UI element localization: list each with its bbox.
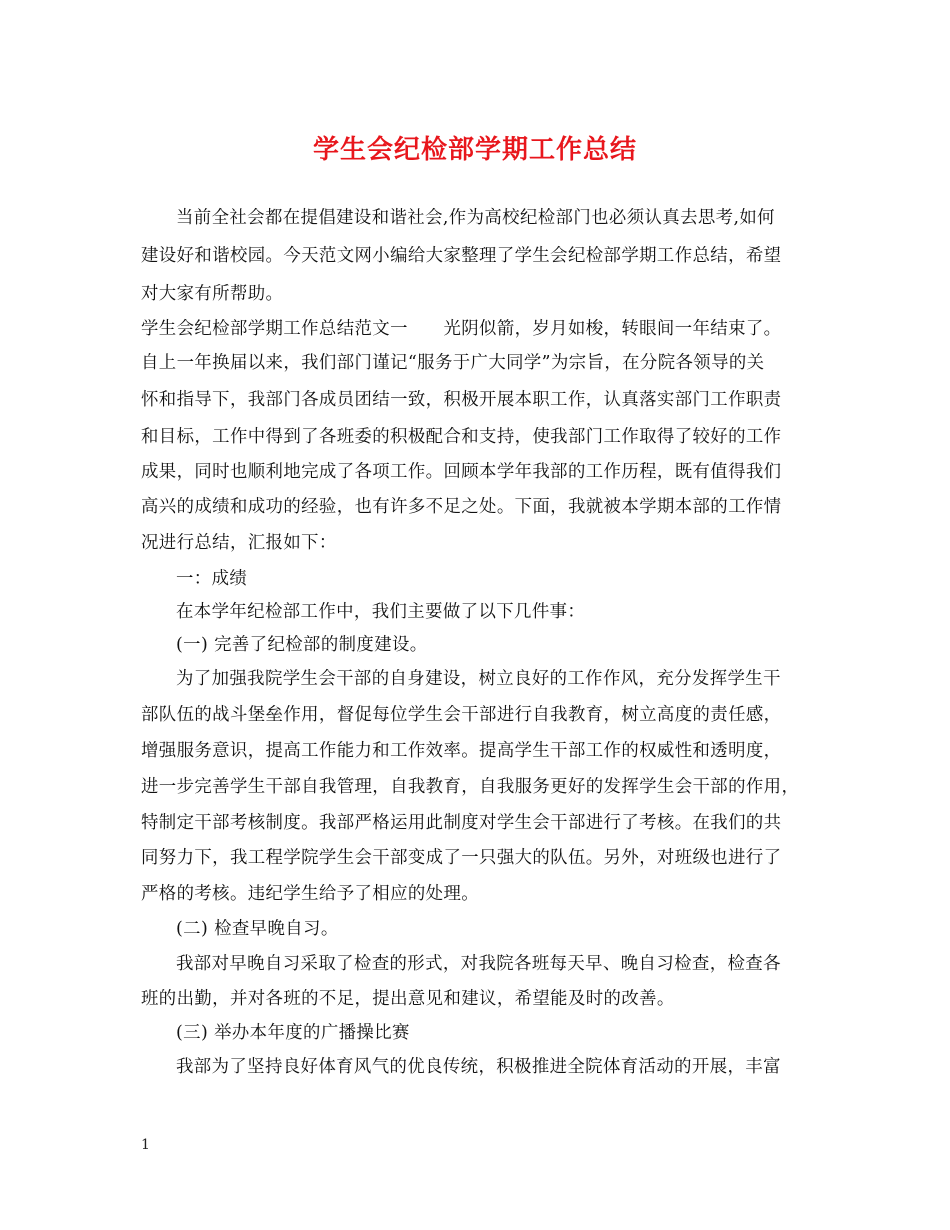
section-intro: 在本学年纪检部工作中，我们主要做了以下几件事： [176,602,586,622]
intro-line-3: 对大家有所帮助。 [141,284,284,304]
body-line-4: 和目标，工作中得到了各班委的积极配合和支持，使我部门工作取得了较好的工作 [141,427,782,447]
item1-line-3: 增强服务意识，提高工作能力和工作效率。提高学生干部工作的权威性和透明度， [141,741,782,761]
item1-line-1: 为了加强我院学生会干部的自身建设，树立良好的工作作风，充分发挥学生干 [176,669,781,689]
body-line-2: 自上一年换届以来，我们部门谨记“服务于广大同学”为宗旨，在分院各领导的关 [141,353,765,373]
item1-line-7: 严格的考核。违纪学生给予了相应的处理。 [141,884,480,904]
item-heading-1: (一) 完善了纪检部的制度建设。 [176,635,428,655]
item-heading-3: (三) 举办本年度的广播操比赛 [176,1023,410,1043]
body-line-7: 况进行总结，汇报如下： [141,533,337,553]
body-line-3: 怀和指导下，我部门各成员团结一致，积极开展本职工作，认真落实部门工作职责 [141,390,782,410]
intro-line-2: 建设好和谐校园。今天范文网小编给大家整理了学生会纪检部学期工作总结，希望 [141,246,782,266]
document-title: 学生会纪检部学期工作总结 [312,135,637,165]
item1-line-5: 特制定干部考核制度。我部严格运用此制度对学生会干部进行了考核。在我们的共 [141,813,782,833]
section-heading: 一：成绩 [176,569,248,589]
item2-line-1: 我部对早晚自习采取了检查的形式，对我院各班每天早、晚自习检查，检查各 [176,954,781,974]
body-line-1: 学生会纪检部学期工作总结范文一 光阴似箭，岁月如梭，转眼间一年结束了。 [141,319,782,339]
item1-line-4: 进一步完善学生干部自我管理，自我教育，自我服务更好的发挥学生会干部的作用， [141,777,800,797]
item3-line-1: 我部为了坚持良好体育风气的优良传统，积极推进全院体育活动的开展，丰富 [176,1057,781,1077]
item-heading-2: (二) 检查早晚自习。 [176,919,339,939]
item1-line-2: 部队伍的战斗堡垒作用，督促每位学生会干部进行自我教育，树立高度的责任感， [141,705,782,725]
item2-line-2: 班的出勤，并对各班的不足，提出意见和建议，希望能及时的改善。 [141,989,675,1009]
page-number: 1 [141,1137,150,1153]
item1-line-6: 同努力下，我工程学院学生会干部变成了一只强大的队伍。另外，对班级也进行了 [141,848,782,868]
body-line-5: 成果，同时也顺利地完成了各项工作。回顾本学年我部的工作历程，既有值得我们 [141,462,782,482]
body-line-6: 高兴的成绩和成功的经验，也有许多不足之处。下面，我就被本学期本部的工作情 [141,497,782,517]
intro-line-1: 当前全社会都在提倡建设和谐社会,作为高校纪检部门也必须认真去思考,如何 [176,208,775,228]
